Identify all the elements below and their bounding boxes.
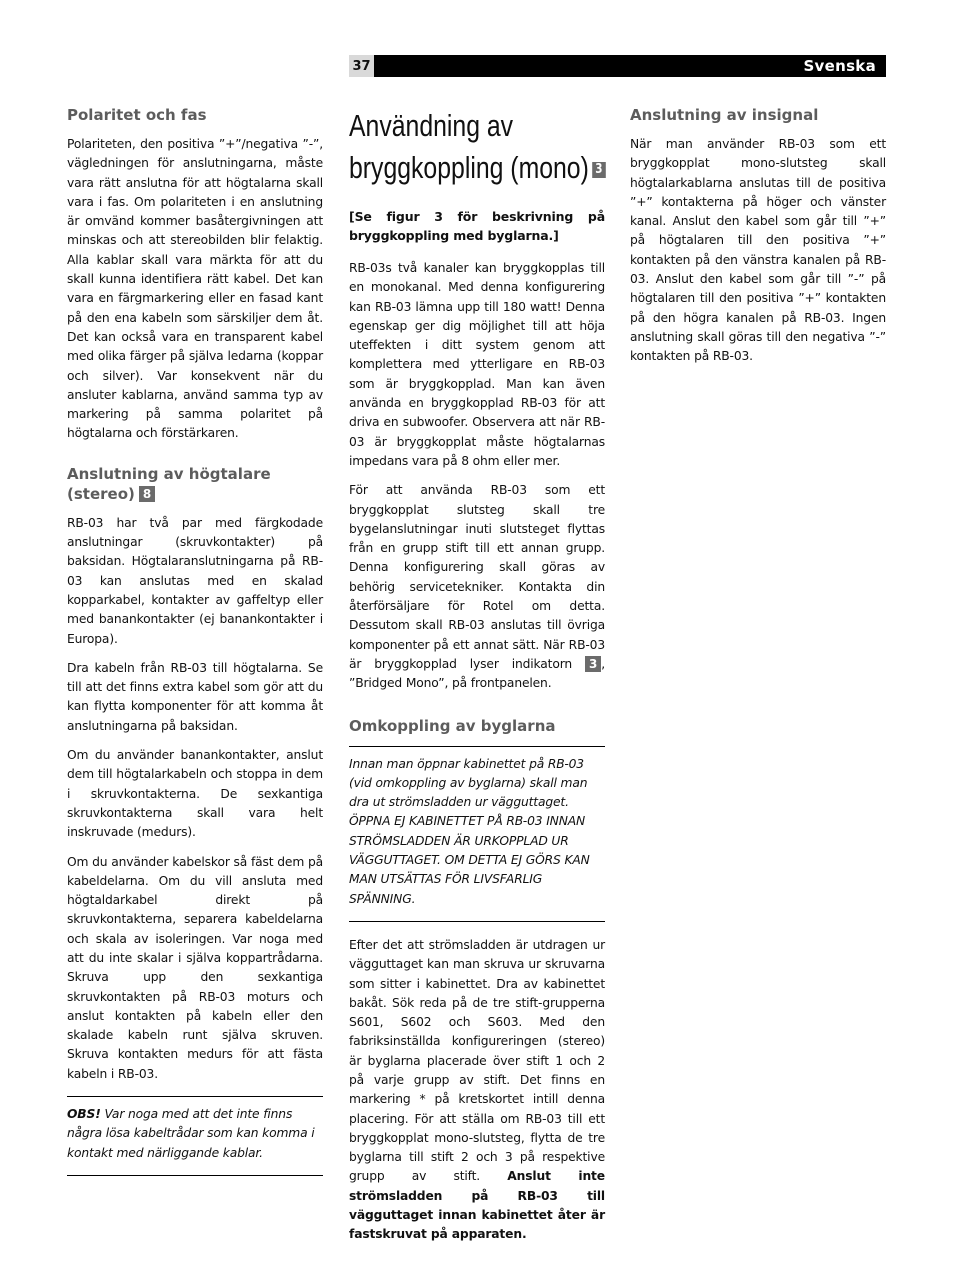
paragraph-polaritet: Polariteten, den positiva ”+”/negativa ”-”, vägledningen för anslutningarna, måste vara rätt anslutna för att högtalarna skall vara i fas. Om polariteten i en anslutning är omvänd kommer basåtergivningen att minskas och att stereobilden blir felaktig. Alla kablar skall vara märkta för att du skall kunna identifiera rätt kabel. Det kan vara en färgmarkering eller en fasad kant på den ena kabeln som särskiljer dem åt. Det kan också vara en transparent kabel med olika färger på själva ledarna (koppar och silver). Var konsekvent när du ansluter kablarna, använd samma typ av markering på samma polaritet på högtalarna och förstärkaren.: [67, 137, 323, 441]
divider: [67, 1175, 323, 1176]
page-title: [349, 105, 603, 189]
divider: [349, 746, 605, 747]
paragraph-bold-warning: Anslut inte strömsladden på RB-03 till vägguttaget innan kabinettet åter är fastskruvat på apparaten.: [349, 1169, 605, 1242]
title-line-1: Användning av: [349, 108, 514, 143]
note-obs: [67, 1105, 323, 1163]
heading-anslutning-hogtalare-text: Anslutning av högtalare (stereo): [67, 464, 271, 503]
left-column: [67, 105, 323, 1176]
paragraph-bryggkopplat-slutsteg: [349, 481, 605, 693]
paragraph-text: Efter det att strömsladden är utdragen ur vägguttaget kan man skruva ur skruvarna som sitter i kabinettet. Dra av kabinettet bakåt. Sök reda på de tre stift-grupperna S601, S602 och S603. Med den fabriksinställda konfigureringen (stereo) är byglarna placerade över stift 1 och 2 på varje grupp av stift. Det finns en markering * på kretskortet intill denna placering. För att ställa om RB-03 till ett bryggkopplat mono-slutsteg, flytta de tre byglarna till stift 2 och 3 på respektive grupp av stift.: [349, 937, 605, 1184]
divider: [349, 921, 605, 922]
note-text: Var noga med att det inte finns några lösa kabeltrådar som kan komma i kontakt med närliggande kablar.: [67, 1107, 315, 1160]
figure-ref-badge: 3: [585, 656, 601, 672]
language-label: Svenska: [803, 57, 876, 75]
title-line-2: bryggkoppling (mono): [349, 150, 589, 185]
page-number: 37: [349, 55, 374, 77]
heading-polaritet: Polaritet och fas: [67, 106, 207, 124]
paragraph-bryggkoppla: RB-03s två kanaler kan bryggkopplas till en monokanal. Med denna konfigurering kan RB-03 lämna upp till 180 watt! Denna egenskap ger dig möjlighet till att höja uteffekten i ditt system genom att komplettera med ytterligare en RB-03 som är bryggkopplad. Man kan även använda en bryggkopplad RB-03 för att driva en subwoofer. Observera att när RB-03 är bryggkopplat måste högtalarnas impedans vara på 8 ohm eller mer.: [349, 261, 605, 468]
paragraph-rb03-par: RB-03 har två par med färgkodade anslutningar (skruvkontakter) på baksidan. Högtalaranslutningarna på RB-03 kan anslutas med en skalad kopparkabel, kontakter av gaffeltyp eller med banankontakter (ej banankontakter i Europa).: [67, 515, 323, 646]
heading-anslutning-hogtalare: [67, 464, 323, 504]
paragraph-efter-strömsladden: [349, 936, 605, 1245]
figure-ref-badge: 8: [139, 486, 155, 502]
figure-reference-note: [Se figur 3 för beskrivning på bryggkoppling med byglarna.]: [349, 209, 605, 243]
title-line-2-wrap: [349, 147, 603, 189]
paragraph-text: , ”Bridged Mono”, på frontpanelen.: [349, 656, 606, 691]
figure-ref-badge: 3: [592, 162, 606, 178]
paragraph-text: För att använda RB-03 som ett bryggkopplat slutsteg skall tre bygelanslutningar inuti slutsteget flyttas från en grupp stift till ett annan grupp. Denna konfigurering skall göras av behörig servicetekniker. Kontakta din återförsäljare för Rotel om detta. Dessutom skall RB-03 anslutas till övriga komponenter på ett annat sätt. När RB-03 är bryggkopplad lyser indikatorn: [349, 483, 605, 671]
divider: [67, 1096, 323, 1097]
warning-note: Innan man öppnar kabinettet på RB-03 (vid omkoppling av byglarna) skall man dra ut strömsladden ur vägguttaget. ÖPPNA EJ KABINETTET PÅ RB-03 INNAN STRÖMSLADDEN ÄR URKOPPLAD UR VÄGGUTTAGET. OM DETTA EJ GÖRS KAN MAN UTSÄTTAS FÖR LIVSFARLIG SPÄNNING.: [349, 756, 590, 906]
heading-omkoppling: Omkoppling av byglarna: [349, 716, 556, 735]
paragraph-banankontakter: Om du använder banankontakter, anslut dem till högtalarkabeln och stoppa in dem i skruvkontakterna. De sexkantiga skruvkontakterna skall vara helt inskruvade (medurs).: [67, 748, 323, 840]
note-label: OBS!: [67, 1107, 101, 1122]
heading-insignal: Anslutning av insignal: [630, 106, 819, 124]
paragraph-kabelskor: Om du använder kabelskor så fäst dem på kabeldelarna. Om du vill ansluta med högtaldarkabel direkt på skruvkontakterna, separera kabeldelarna och skala av isoleringen. Var noga med att du inte skalar i själva koppartrådarna. Skruva upp den sexkantiga skruvkontakten på RB-03 moturs och anslut kontakten på kabeln eller den skalade kabeln runt själva skruven. Skruva kontakten medurs för att fästa kabeln i RB-03.: [67, 854, 323, 1081]
paragraph-dra-kabeln: Dra kabeln från RB-03 till högtalarna. Se till att det finns extra kabel som gör att du kan flytta komponenter för att komma åt anslutningarna på baksidan.: [67, 660, 323, 733]
middle-column: [349, 105, 605, 1255]
paragraph-insignal: När man använder RB-03 som ett bryggkopplat mono-slutsteg skall högtalarkablarna anslutas till de positiva ”+” kontakterna på höger och vänster kanal. Anslut den kabel som går till ”+” på högtalaren till den positiva ”+” kontakten på den vänstra kanalen på RB-03. Anslut den kabel som går till ”-” på högtalaren till den positiva ”+” kontakten på den högra kanalen på RB-03. Ingen anslutning skall göras till den negativa ”-” kontakten på RB-03.: [630, 137, 886, 364]
right-column: [630, 105, 886, 377]
language-bar: [374, 55, 886, 77]
